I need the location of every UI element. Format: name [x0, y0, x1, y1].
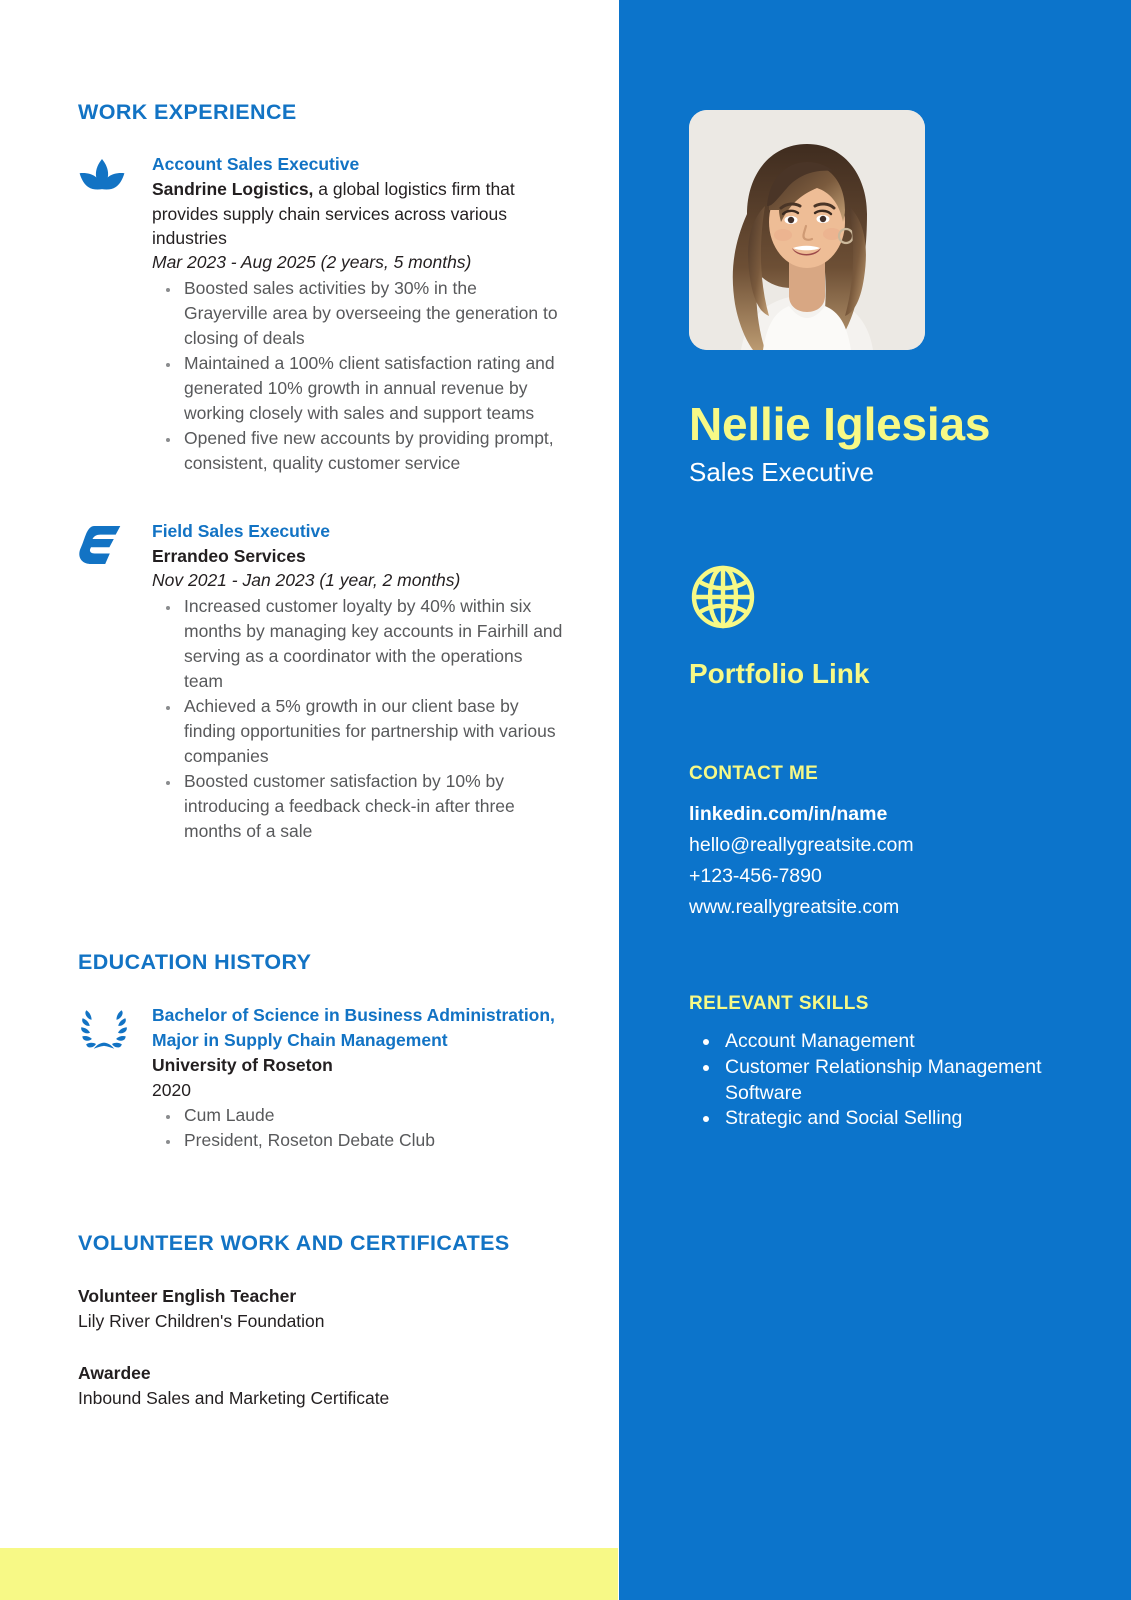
skill-list [689, 1029, 1076, 1133]
section-spacer [78, 1179, 564, 1231]
list-item: • Account Management [721, 1029, 1076, 1055]
contact-linkedin[interactable]: linkedin.com/in/name [689, 803, 888, 826]
section-title-volunteer-work: VOLUNTEER WORK AND CERTIFICATES [78, 1231, 510, 1256]
portfolio-link-label[interactable]: Portfolio Link [689, 658, 870, 690]
job-bullet: • Increased customer loyalty by 40% within six months by managing key accounts in Fairhill and serving as a coordinator with the operations team [181, 594, 564, 694]
right-sidebar-panel [619, 0, 1131, 1600]
volunteer-role: Awardee [78, 1362, 151, 1383]
job-bullet: • Boosted customer satisfaction by 10% by introducing a feedback check-in after three months of a sale [181, 769, 564, 844]
job-company-line [152, 177, 564, 250]
education-bullet-list [152, 1103, 564, 1153]
volunteer-entry [78, 1361, 564, 1412]
job-dates: Nov 2021 - Jan 2023 (1 year, 2 months) [152, 570, 461, 591]
volunteer-organization: Lily River Children's Foundation [78, 1311, 325, 1332]
job-company: Errandeo Services [152, 545, 306, 566]
errandeo-e-logo-icon [78, 520, 152, 566]
work-entry-body [152, 520, 564, 844]
job-title: Account Sales Executive [152, 154, 360, 174]
list-item: • Strategic and Social Selling [721, 1106, 1076, 1132]
page-title: Nellie Iglesias [689, 398, 991, 450]
contact-section [689, 763, 1076, 922]
section-title-work-experience: WORK EXPERIENCE [78, 100, 297, 124]
contact-email[interactable]: hello@reallygreatsite.com [689, 834, 914, 857]
section-title-contact-me: CONTACT ME [689, 763, 819, 785]
laurel-wreath-icon [78, 1003, 152, 1051]
avatar [689, 110, 925, 350]
person-role: Sales Executive [689, 457, 874, 488]
section-spacer [78, 870, 564, 950]
job-dates: Mar 2023 - Aug 2025 (2 years, 5 months) [152, 252, 472, 273]
education-school: University of Roseton [152, 1055, 333, 1076]
work-entry [78, 153, 564, 476]
work-entry [78, 520, 564, 844]
job-company: Sandrine Logistics, [152, 179, 314, 200]
skills-section [689, 993, 1076, 1133]
job-bullet: • Achieved a 5% growth in our client base by finding opportunities for partnership with various companies [181, 694, 564, 769]
education-degree: Bachelor of Science in Business Administration, Major in Supply Chain Management [152, 1004, 555, 1050]
job-title: Field Sales Executive [152, 520, 331, 541]
education-bullet: • Cum Laude [181, 1103, 564, 1128]
globe-icon [689, 563, 1076, 636]
contact-phone[interactable]: +123-456-7890 [689, 865, 822, 888]
list-item: • Customer Relationship Management Software [721, 1055, 1076, 1107]
education-entry-body [152, 1003, 564, 1153]
leaf-trio-icon [78, 153, 152, 203]
job-bullet-list [152, 594, 564, 844]
section-title-education-history: EDUCATION HISTORY [78, 949, 312, 974]
bottom-accent-bar [0, 1548, 618, 1600]
job-company-line [152, 544, 564, 568]
job-bullet: • Boosted sales activities by 30% in the Grayerville area by overseeing the generation to closing of deals [181, 276, 564, 351]
job-bullet: • Maintained a 100% client satisfaction rating and generated 10% growth in annual revenue by working closely with sales and support teams [181, 351, 564, 426]
job-company-description: a global logistics firm that provides supply chain services across various industries [152, 179, 515, 248]
section-title-relevant-skills: RELEVANT SKILLS [689, 992, 869, 1014]
job-bullet: • Opened five new accounts by providing prompt, consistent, quality customer service [181, 426, 564, 476]
volunteer-role: Volunteer English Teacher [78, 1286, 297, 1307]
volunteer-organization: Inbound Sales and Marketing Certificate [78, 1388, 390, 1409]
education-year: 2020 [152, 1079, 191, 1100]
job-bullet-list [152, 276, 564, 476]
volunteer-entry [78, 1284, 564, 1335]
education-entry [78, 1003, 564, 1153]
work-entry-body [152, 153, 564, 476]
contact-website[interactable]: www.reallygreatsite.com [689, 895, 900, 918]
education-bullet: • President, Roseton Debate Club [181, 1128, 564, 1153]
